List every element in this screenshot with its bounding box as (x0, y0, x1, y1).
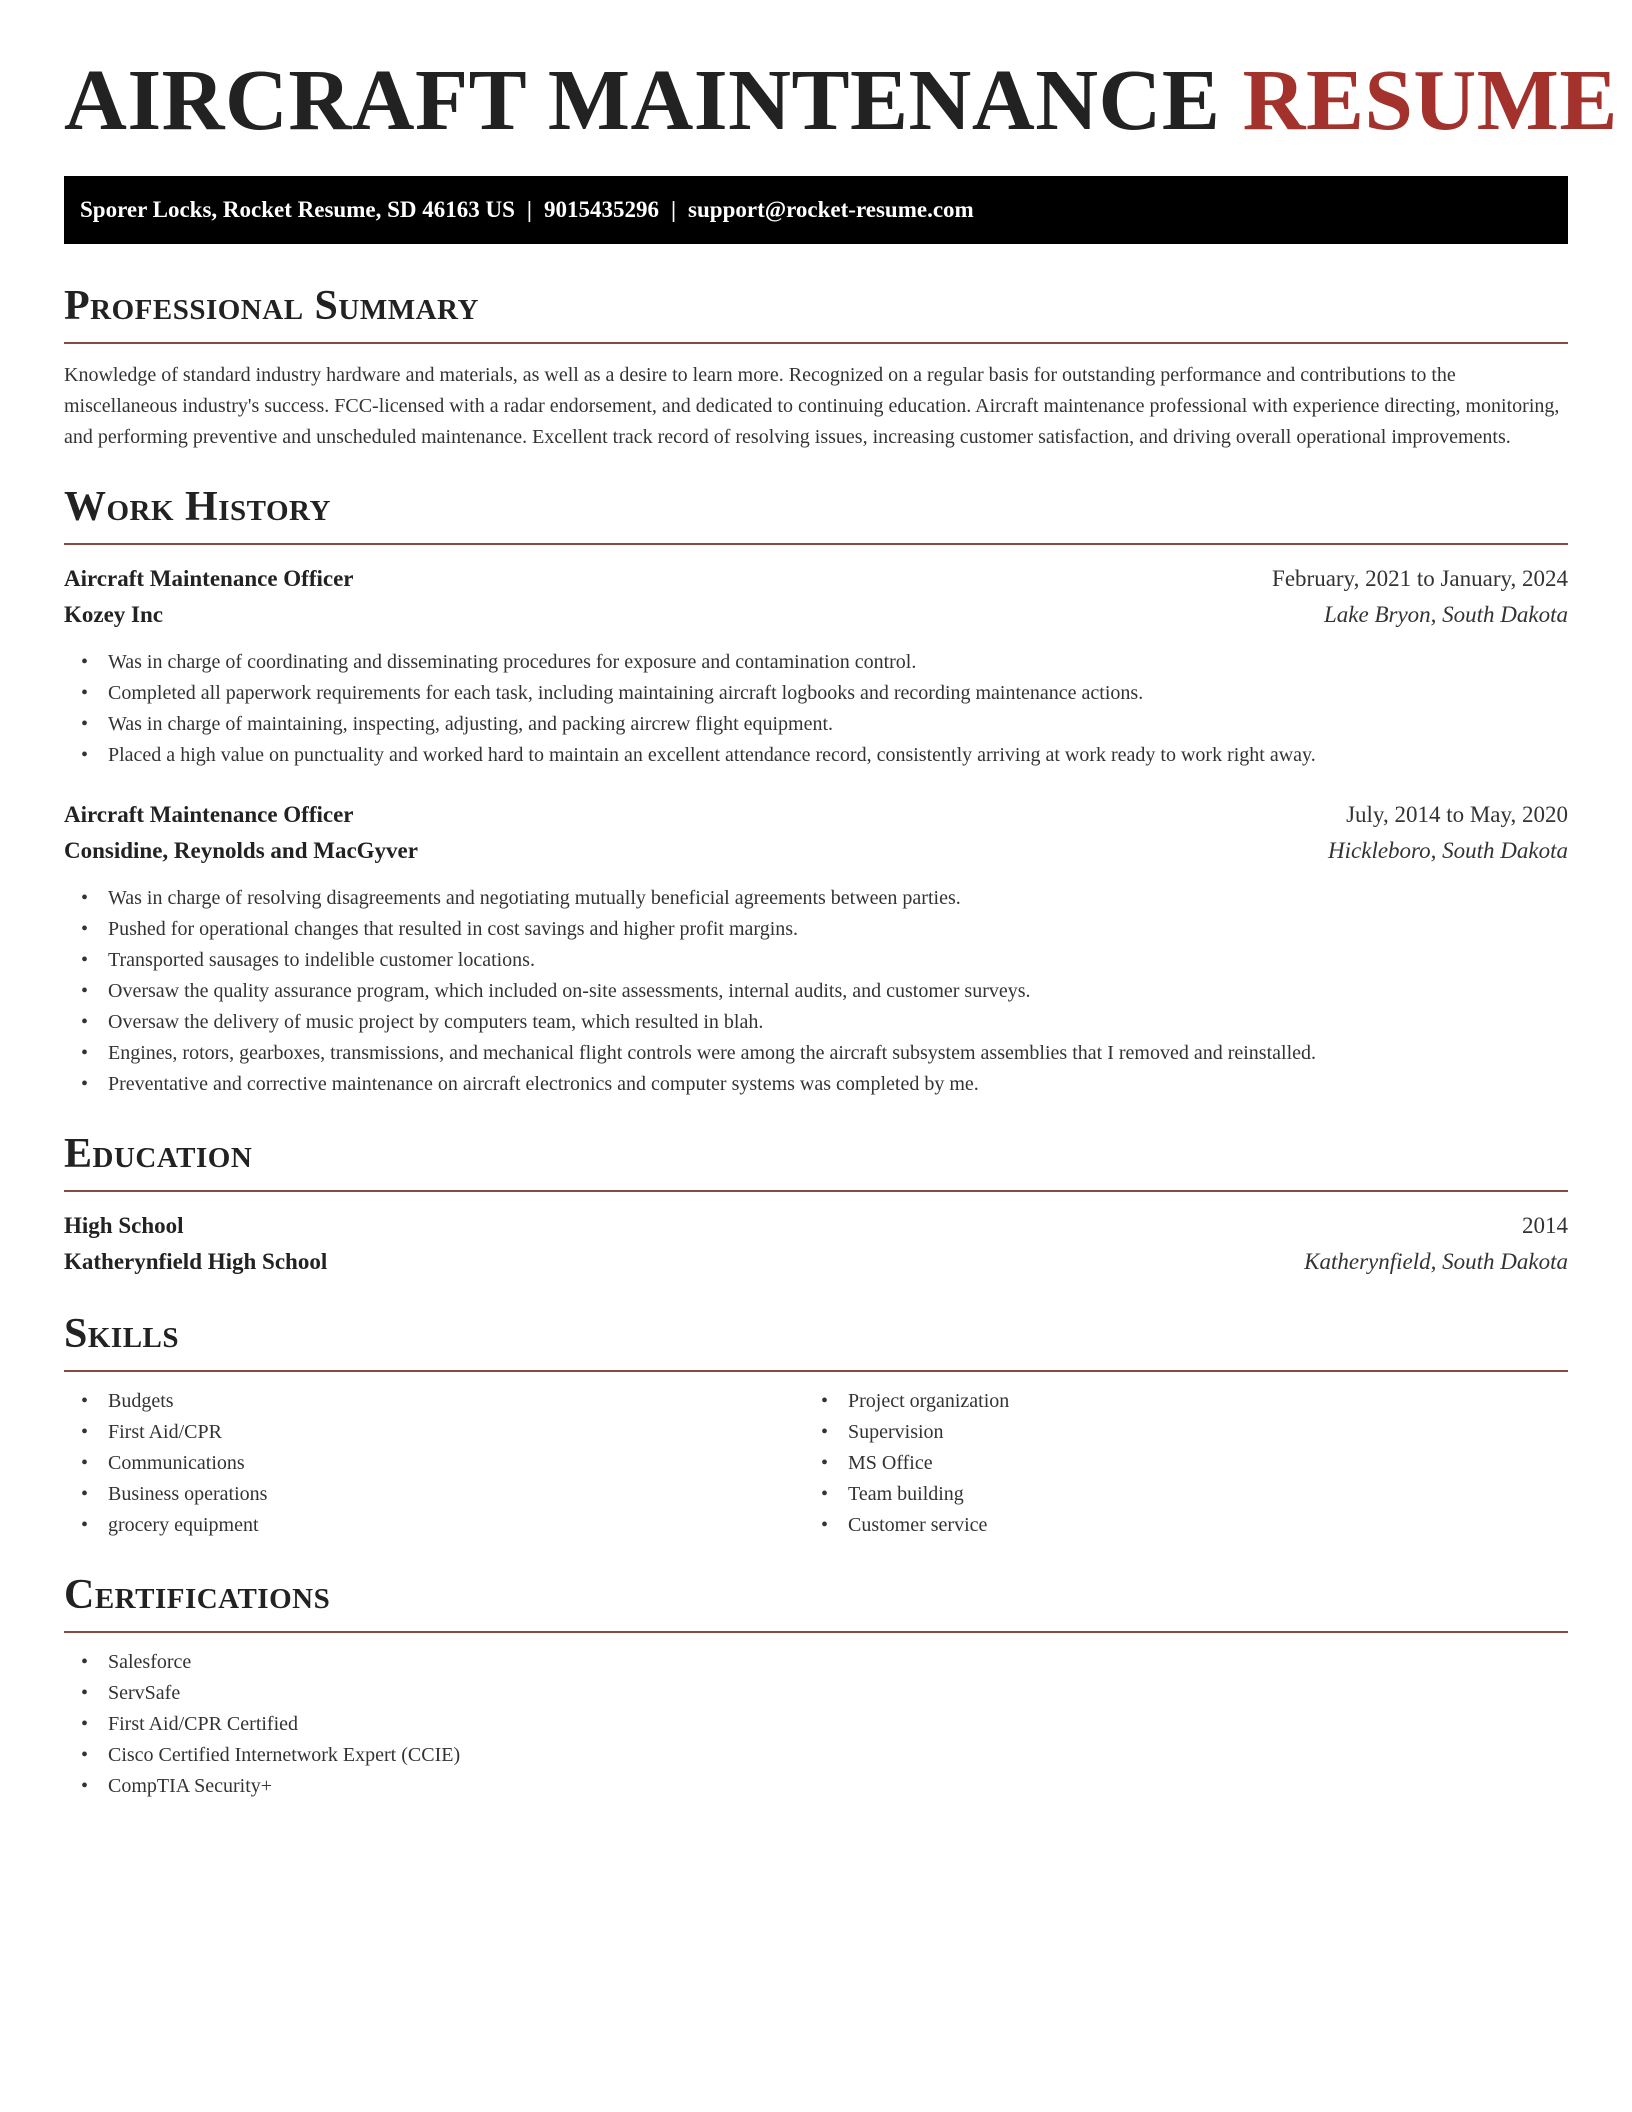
resume-title (64, 0, 1618, 148)
section-divider (64, 543, 1568, 545)
list-item: • MS Office (804, 1448, 1544, 1479)
list-item: • Salesforce (64, 1647, 1568, 1678)
list-item: • Placed a high value on punctuality and worked hard to maintain an excellent attendance record, consistently arriving at work ready to work right away. (64, 740, 1568, 771)
job-title: Aircraft Maintenance Officer (64, 566, 354, 591)
list-item: • Customer service (804, 1510, 1544, 1541)
list-item: • CompTIA Security+ (64, 1771, 1568, 1802)
job-company-row (64, 833, 1568, 869)
list-item: • Team building (804, 1479, 1544, 1510)
education-entry (64, 1208, 1568, 1280)
contact-phone: 9015435296 (543, 197, 659, 222)
list-item: • First Aid/CPR (64, 1417, 804, 1448)
skills-columns (64, 1386, 1568, 1541)
contact-email: support@rocket-resume.com (688, 197, 974, 222)
skills-section (64, 1308, 1568, 1541)
education-heading: Education (64, 1131, 253, 1177)
education-school-row (64, 1244, 1568, 1280)
work-history-section (64, 481, 1568, 1100)
list-item: • Oversaw the quality assurance program, which included on-site assessments, internal audits, and customer surveys. (64, 976, 1568, 1007)
contact-separator: | (670, 197, 677, 222)
list-item: • Was in charge of maintaining, inspecting, adjusting, and packing aircrew flight equipment. (64, 709, 1568, 740)
title-main: AIRCRAFT MAINTENANCE (64, 51, 1221, 148)
contact-separator: | (526, 197, 532, 222)
list-item: • Communications (64, 1448, 804, 1479)
job-header-row (64, 561, 1568, 597)
certifications-list (64, 1647, 1568, 1802)
resume-page (64, 0, 1618, 1802)
skills-list-right (804, 1386, 1544, 1541)
list-item: • Oversaw the delivery of music project by computers team, which resulted in blah. (64, 1007, 1568, 1038)
certifications-heading: Certifications (64, 1572, 331, 1618)
job-title: Aircraft Maintenance Officer (64, 802, 354, 827)
education-school: Katherynfield High School (64, 1249, 328, 1274)
job-company-row (64, 597, 1568, 633)
contact-address: Sporer Locks, Rocket Resume, SD 46163 US (80, 197, 515, 222)
job-header-row (64, 797, 1568, 833)
job-entry (64, 561, 1568, 771)
skills-list-left (64, 1386, 804, 1541)
education-year: 2014 (1522, 1213, 1568, 1238)
list-item: • Completed all paperwork requirements for each task, including maintaining aircraft logbooks and recording maintenance actions. (64, 678, 1568, 709)
list-item: • Budgets (64, 1386, 804, 1417)
title-accent: RESUME (1242, 51, 1618, 148)
list-item: • Business operations (64, 1479, 804, 1510)
list-item: • Supervision (804, 1417, 1544, 1448)
list-item: • Was in charge of coordinating and disseminating procedures for exposure and contamination control. (64, 647, 1568, 678)
list-item: • Was in charge of resolving disagreements and negotiating mutually beneficial agreements between parties. (64, 883, 1568, 914)
section-divider (64, 1190, 1568, 1192)
summary-section (64, 280, 1568, 453)
list-item: • Project organization (804, 1386, 1544, 1417)
job-dates: July, 2014 to May, 2020 (1346, 802, 1568, 827)
list-item: • Transported sausages to indelible customer locations. (64, 945, 1568, 976)
list-item: • Pushed for operational changes that resulted in cost savings and higher profit margins. (64, 914, 1568, 945)
list-item: • grocery equipment (64, 1510, 804, 1541)
job-company: Considine, Reynolds and MacGyver (64, 838, 418, 863)
education-degree: High School (64, 1213, 184, 1238)
job-duties-list (64, 883, 1568, 1100)
list-item: • First Aid/CPR Certified (64, 1709, 1568, 1740)
list-item: • Engines, rotors, gearboxes, transmissions, and mechanical flight controls were among the aircraft subsystem assemblies that I removed and reinstalled. (64, 1038, 1568, 1069)
job-dates: February, 2021 to January, 2024 (1272, 566, 1568, 591)
section-divider (64, 342, 1568, 344)
education-header-row (64, 1208, 1568, 1244)
job-duties-list (64, 647, 1568, 771)
list-item: • ServSafe (64, 1678, 1568, 1709)
education-section (64, 1128, 1568, 1280)
education-location: Katherynfield, South Dakota (1304, 1249, 1568, 1274)
job-entry (64, 797, 1568, 1100)
work-history-heading: Work History (64, 484, 331, 530)
certifications-section (64, 1569, 1568, 1802)
summary-heading: Professional Summary (64, 283, 479, 329)
section-divider (64, 1370, 1568, 1372)
job-location: Lake Bryon, South Dakota (1323, 602, 1568, 627)
job-company: Kozey Inc (64, 602, 164, 627)
section-divider (64, 1631, 1568, 1633)
list-item: • Preventative and corrective maintenance on aircraft electronics and computer systems was completed by me. (64, 1069, 1568, 1100)
skills-heading: Skills (64, 1311, 180, 1357)
summary-text: Knowledge of standard industry hardware and materials, as well as a desire to learn more. Recognized on a regular basis for outstanding performance and contributions to the miscellaneous industry's success. FCC-licensed with a radar endorsement, and dedicated to continuing education. Aircraft maintenance professional with experience directing, monitoring, and performing preventive and unscheduled maintenance. Excellent track record of resolving issues, increasing customer satisfaction, and driving overall operational improvements. (64, 364, 1560, 448)
job-location: Hickleboro, South Dakota (1328, 838, 1568, 863)
contact-bar (64, 176, 1568, 244)
list-item: • Cisco Certified Internetwork Expert (CCIE) (64, 1740, 1568, 1771)
